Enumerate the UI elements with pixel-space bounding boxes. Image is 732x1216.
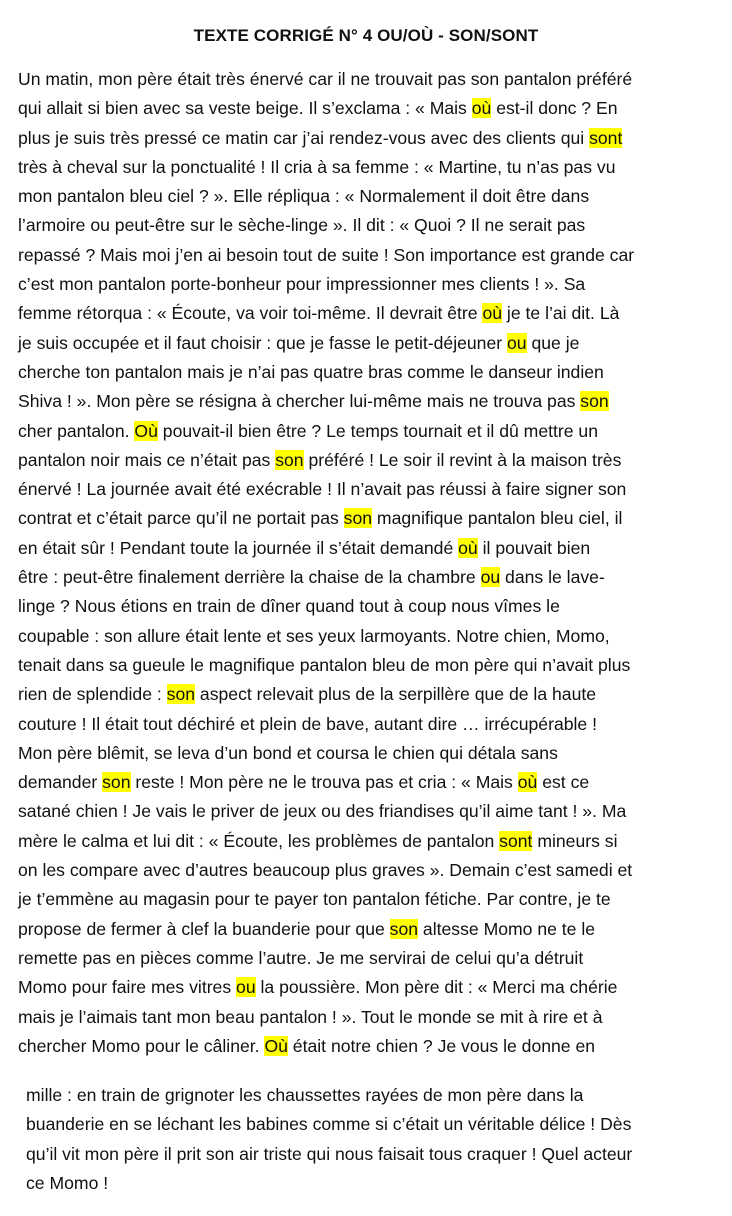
highlighted-word: son <box>389 918 419 939</box>
text-line <box>18 710 723 739</box>
text-line <box>18 475 723 504</box>
text-line <box>18 622 723 651</box>
highlighted-word: où <box>482 303 503 324</box>
document-title: TEXTE CORRIGÉ N° 4 OU/OÙ - SON/SONT <box>193 26 539 45</box>
text-segment: est ce <box>537 772 590 793</box>
text-segment: ce Momo ! <box>26 1172 109 1193</box>
text-segment: Shiva ! ». Mon père se résigna à chercher lui-même mais ne trouva pas <box>18 391 581 412</box>
text-segment: je suis occupée et il faut choisir : que je fasse le petit-déjeuner <box>18 332 507 353</box>
highlighted-word: son <box>166 684 196 705</box>
text-segment: l’armoire ou peut-être sur le sèche-linge ». Il dit : « Quoi ? Il ne serait pas <box>18 215 586 236</box>
text-segment: la poussière. Mon père dit : « Merci ma chérie <box>255 977 618 998</box>
highlighted-word: ou <box>507 332 527 353</box>
highlighted-word: Où <box>134 420 158 441</box>
text-segment: satané chien ! Je vais le priver de jeux ou des friandises qu’il aime tant ! ». Ma <box>18 801 627 822</box>
highlighted-word: où <box>458 537 478 558</box>
paragraph-end <box>26 1081 721 1198</box>
text-segment: qu’il vit mon père il prit son air triste qui nous faisait tous craquer ! Quel acteur <box>26 1143 633 1164</box>
text-segment: linge ? Nous étions en train de dîner quand tout à coup nous vîmes le <box>18 596 560 617</box>
text-segment: demander <box>18 772 103 793</box>
text-segment: buanderie en se léchant les babines comme si c’était un véritable délice ! Dès <box>26 1114 632 1135</box>
text-segment: reste ! Mon père ne le trouva pas et cria : « Mais <box>130 772 518 793</box>
text-segment: cher pantalon. <box>18 420 135 441</box>
text-line <box>18 329 723 358</box>
text-line <box>18 680 723 709</box>
text-line <box>26 1169 721 1198</box>
text-segment: mais je l’aimais tant mon beau pantalon ! ». Tout le monde se mit à rire et à <box>18 1006 603 1027</box>
text-line <box>18 768 723 797</box>
highlighted-word: son <box>102 772 131 793</box>
highlighted-word: son <box>580 391 609 412</box>
text-line <box>18 1032 723 1061</box>
text-segment: pantalon noir mais ce n’était pas <box>18 449 276 470</box>
highlighted-word: ou <box>236 977 256 998</box>
text-segment: c’est mon pantalon porte-bonheur pour impressionner mes clients ! ». Sa <box>18 274 586 295</box>
text-line <box>18 124 723 153</box>
text-segment: Mon père blêmit, se leva d’un bond et coursa le chien qui détala sans <box>18 742 558 763</box>
text-line <box>18 182 723 211</box>
text-line <box>18 915 723 944</box>
text-segment: mineurs si <box>532 830 618 851</box>
text-segment: chercher Momo pour le câliner. <box>18 1035 265 1056</box>
highlighted-word: ou <box>480 567 501 588</box>
text-line <box>18 299 723 328</box>
text-line <box>18 153 723 182</box>
text-segment: que je <box>526 332 580 353</box>
text-line <box>18 651 723 680</box>
text-line <box>18 797 723 826</box>
text-segment: je te l’ai dit. Là <box>502 303 620 324</box>
text-line <box>18 241 723 270</box>
text-segment: altesse Momo ne te le <box>418 918 596 939</box>
text-segment: Momo pour faire mes vitres <box>18 977 237 998</box>
text-line <box>18 1003 723 1032</box>
text-line <box>18 270 723 299</box>
highlighted-word: où <box>517 772 538 793</box>
highlighted-word: Où <box>264 1035 288 1056</box>
text-line <box>18 387 723 416</box>
text-segment: très à cheval sur la ponctualité ! Il cria à sa femme : « Martine, tu n’as pas vu <box>18 156 616 177</box>
text-line <box>18 446 723 475</box>
text-line <box>18 211 723 240</box>
text-line <box>18 944 723 973</box>
text-line <box>18 94 723 123</box>
highlighted-word: son <box>343 508 373 529</box>
text-line <box>18 534 723 563</box>
text-segment: en était sûr ! Pendant toute la journée il s’était demandé <box>18 537 459 558</box>
text-segment: il pouvait bien <box>477 537 591 558</box>
paragraph-main <box>18 65 723 1061</box>
text-line <box>18 504 723 533</box>
text-line <box>18 973 723 1002</box>
highlighted-word: où <box>471 98 492 119</box>
text-segment: contrat et c’était parce qu’il ne portait pas <box>18 508 344 529</box>
text-segment: est-il donc ? En <box>491 98 618 119</box>
text-segment: couture ! Il était tout déchiré et plein de bave, autant dire … irrécupérable ! <box>18 713 597 734</box>
text-segment: dans le lave- <box>500 567 605 588</box>
text-line <box>26 1140 721 1169</box>
text-line <box>18 739 723 768</box>
text-line <box>18 65 723 94</box>
highlighted-word: son <box>275 449 304 470</box>
text-line <box>18 856 723 885</box>
text-segment: plus je suis très pressé ce matin car j’ai rendez-vous avec des clients qui <box>18 127 590 148</box>
text-segment: pouvait-il bien être ? Le temps tournait et il dû mettre un <box>157 420 598 441</box>
text-segment: préféré ! Le soir il revint à la maison très <box>303 449 622 470</box>
text-segment: était notre chien ? Je vous le donne en <box>287 1035 596 1056</box>
text-line <box>18 592 723 621</box>
text-segment: magnifique pantalon bleu ciel, il <box>372 508 623 529</box>
text-line <box>18 827 723 856</box>
highlighted-word: sont <box>589 127 623 148</box>
text-line <box>26 1081 721 1110</box>
text-segment: mère le calma et lui dit : « Écoute, les problèmes de pantalon <box>18 830 500 851</box>
text-line <box>26 1110 721 1139</box>
text-segment: aspect relevait plus de la serpillère que de la haute <box>195 684 597 705</box>
text-line <box>18 358 723 387</box>
text-line <box>18 563 723 592</box>
text-segment: coupable : son allure était lente et ses yeux larmoyants. Notre chien, Momo, <box>18 625 610 646</box>
text-segment: rien de splendide : <box>18 684 167 705</box>
text-segment: je t’emmène au magasin pour te payer ton pantalon fétiche. Par contre, je te <box>18 889 611 910</box>
text-segment: mon pantalon bleu ciel ? ». Elle répliqua : « Normalement il doit être dans <box>18 186 590 207</box>
text-segment: énervé ! La journée avait été exécrable ! Il n’avait pas réussi à faire signer son <box>18 479 627 500</box>
text-segment: être : peut-être finalement derrière la chaise de la chambre <box>18 567 481 588</box>
text-segment: qui allait si bien avec sa veste beige. Il s’exclama : « Mais <box>18 98 472 119</box>
text-segment: tenait dans sa gueule le magnifique pantalon bleu de mon père qui n’avait plus <box>18 654 631 675</box>
text-segment: propose de fermer à clef la buanderie pour que <box>18 918 390 939</box>
text-segment: remette pas en pièces comme l’autre. Je me servirai de celui qu’a détruit <box>18 947 584 968</box>
text-segment: on les compare avec d’autres beaucoup plus graves ». Demain c’est samedi et <box>18 860 633 881</box>
highlighted-word: sont <box>499 830 533 851</box>
text-segment: repassé ? Mais moi j’en ai besoin tout de suite ! Son importance est grande car <box>18 244 635 265</box>
text-segment: Un matin, mon père était très énervé car il ne trouvait pas son pantalon préféré <box>18 69 633 89</box>
text-line <box>18 417 723 446</box>
text-segment: femme rétorqua : « Écoute, va voir toi-même. Il devrait être <box>18 303 483 324</box>
text-segment: mille : en train de grignoter les chaussettes rayées de mon père dans la <box>26 1085 584 1105</box>
text-segment: cherche ton pantalon mais je n’ai pas quatre bras comme le danseur indien <box>18 361 604 382</box>
text-line <box>18 885 723 914</box>
